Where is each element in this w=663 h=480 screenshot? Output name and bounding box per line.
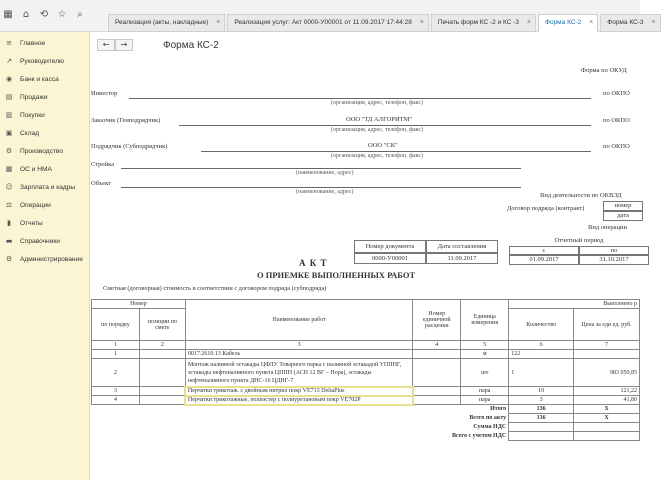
close-icon[interactable]: × [216,19,221,26]
sidebar-item-label: Зарплата и кадры [20,183,76,191]
basket-icon: ▥ [5,111,13,119]
sidebar-item-assets[interactable] [0,160,89,178]
act-total-qty: 136 [509,414,574,423]
vat-qty [509,423,574,432]
operations-icon: ⚖ [5,201,13,209]
investor-label: Инвестор [91,90,118,97]
period-from-label: с [509,246,579,255]
cell-order[interactable]: 4 [92,396,140,405]
contract-number-cell: номер [603,201,643,211]
header-number: Номер [92,300,186,309]
sidebar-item-admin[interactable] [0,250,89,268]
period-to-label: по [579,246,649,255]
sidebar-item-payroll[interactable] [0,178,89,196]
vat-row [92,423,640,432]
sidebar-item-label: Покупки [20,111,45,119]
customer-line [179,125,591,126]
operation-label: Вид операции [588,224,627,231]
sidebar-item-label: Справочники [20,237,60,245]
docnum-value: 0000-У00001 [354,253,426,264]
sidebar-item-directories[interactable] [0,232,89,250]
cell-name[interactable]: Монтаж наливной эстакады ЦФЛУ Товарного парка с наливной эстакадой УППНГ, эстакады нефтеналивного пункта ЦППН (АСН 12 ВГ – Нора), эстакады нефтеналивного пункта ДНС-16 ЦДНГ-7 [185,359,412,387]
contract-date-cell: дата [603,211,643,221]
column-number: 7 [574,341,640,350]
sidebar-item-label: Отчеты [20,219,43,227]
act-total-label: Всего по акту [469,415,507,421]
contractor-line [201,151,591,152]
people-icon: ☺ [5,183,13,191]
cell-code[interactable] [413,359,461,387]
total-x: X [574,405,640,414]
with-vat-value [574,432,640,441]
cell-price[interactable]: 121,22 [574,387,640,396]
with-vat-row [92,432,640,441]
column-number: 5 [461,341,509,350]
total-label: Итого [490,406,507,413]
sidebar-item-label: Производство [20,147,63,155]
close-icon[interactable]: × [526,19,532,26]
sidebar-item-operations[interactable] [0,196,89,214]
home-icon[interactable]: ⌂ [22,9,30,20]
cell-price[interactable]: 41,80 [574,396,640,405]
act-total-x: X [574,414,640,423]
contract-label: Договор подряда (контракт) [507,205,585,212]
header-price: Цена за еди ед. руб. [574,309,640,341]
factory-icon: ⚙ [5,147,13,155]
table-header-row [92,300,640,309]
search-icon[interactable]: ⌕ [77,9,83,20]
sidebar-item-reports[interactable] [0,214,89,232]
cell-qty[interactable]: 1 [509,359,574,387]
bank-icon: ◉ [5,75,13,83]
docnum-header: Номер документа [354,240,426,253]
with-vat-label: Всего с учетом НДС [452,433,507,439]
cell-qty[interactable]: 122 [509,350,574,359]
close-icon[interactable]: × [589,19,594,26]
object-line [121,187,521,188]
sidebar-item-purchases[interactable] [0,106,89,124]
with-vat-qty [509,432,574,441]
cell-code[interactable] [413,387,461,396]
tab-ks2[interactable] [538,14,598,32]
object-hint: (наименование, адрес) [296,189,354,195]
period-header: Отчетный период [554,237,604,244]
star-icon[interactable]: ☆ [57,9,67,20]
book-icon: ▬ [5,237,13,245]
header-order: по порядку [92,309,140,341]
sidebar-item-label: Банк и касса [20,75,59,83]
header-estimate-pos: позиции по смете [139,309,185,341]
cell-code[interactable] [413,396,461,405]
cell-name[interactable]: Перчатки трикотаж. с двойным нитрил покр VE713 DeltaPlus [185,387,412,396]
sidebar-item-label: Операции [20,201,51,209]
table-row[interactable] [92,387,640,396]
table-row[interactable] [92,359,640,387]
cell-order[interactable]: 2 [92,359,140,387]
cell-price[interactable] [574,350,640,359]
sidebar-item-warehouse[interactable] [0,124,89,142]
tab-label: Реализация (акты, накладные) [115,19,209,26]
history-icon[interactable]: ⟲ [39,9,49,20]
forward-button[interactable]: → [115,39,133,51]
column-number: 3 [185,341,412,350]
warehouse-icon: ▣ [5,129,13,137]
okved-label: Вид деятельности по ОКВЭД [540,192,622,199]
sidebar-item-main[interactable] [0,34,89,52]
okpo-label-1: по ОКПО [603,90,630,97]
cell-qty[interactable]: 3 [509,396,574,405]
cart-icon: ▤ [5,93,13,101]
contractor-label: Подрядчик (Субподрядчик) [91,143,168,150]
total-row [92,405,640,414]
act-subtitle: О ПРИЕМКЕ ВЫПОЛНЕННЫХ РАБОТ [257,270,416,280]
site-hint: (наименование, адрес) [296,170,354,176]
tab-label: Печать форм КС -2 и КС -3 [437,19,520,26]
estimate-text: Сметная (договорная) стоимость в соответствии с договором подряда (субподряда) [103,285,327,292]
sidebar-item-label: ОС и НМА [20,165,52,173]
header-unit: Единица измерения [461,300,509,341]
sidebar [0,32,90,480]
tab-label: Форма КС-2 [545,19,582,26]
sidebar-item-bank[interactable] [0,70,89,88]
docdate-header: Дата составления [426,240,498,253]
vat-label: Сумма НДС [473,424,507,430]
top-bar [0,0,656,32]
cell-pos[interactable] [139,387,185,396]
cell-order[interactable]: 1 [92,350,140,359]
tab-print-forms[interactable] [431,14,536,32]
period-from-value: 01.09.2017 [509,255,579,265]
content-area [91,33,640,480]
act-total-row [92,414,640,423]
tab-label: Форма КС-3 [607,19,644,26]
close-icon[interactable]: × [651,19,656,26]
menu-icon: ≡ [6,39,12,47]
investor-hint: (организация, адрес, телефон, факс) [331,100,424,106]
table-row[interactable] [92,350,640,359]
okpo-label-2: по ОКПО [603,117,630,124]
site-line [121,168,521,169]
back-button[interactable]: ← [97,39,115,51]
cell-price[interactable]: 983 050,85 [574,359,640,387]
cell-unit[interactable]: пара [461,396,509,405]
cell-qty[interactable]: 10 [509,387,574,396]
column-number-row [92,341,640,350]
header-done: Выполнено р [509,300,640,309]
customer-label: Заказчик (Генподрядчик) [91,117,161,124]
tab-ks3[interactable] [600,14,660,32]
sidebar-item-label: Руководителю [20,57,64,65]
header-qty: Количество [509,309,574,341]
okpo-label-3: по ОКПО [603,143,630,150]
customer-hint: (организация, адрес, телефон, факс) [331,127,424,133]
column-number: 1 [92,341,140,350]
grid-icon[interactable]: ▦ [3,9,13,20]
customer-value: ООО "ТД АЛГОРИТМ" [346,116,412,123]
chart-icon: ↗ [6,57,12,65]
tab-sales-list[interactable] [108,14,225,32]
cell-unit[interactable]: пара [461,387,509,396]
okud-label: Форма по ОКУД [581,67,627,74]
column-number: 2 [139,341,185,350]
sidebar-item-label: Главное [20,39,46,47]
tab-label: Реализация услуг: Акт 0000-У00001 от 11.09.2017 17:44:28 [234,19,412,26]
cell-pos[interactable] [139,350,185,359]
cell-code[interactable] [413,350,461,359]
sidebar-item-label: Администрирование [20,255,83,263]
tab-strip [108,14,663,32]
close-icon[interactable]: × [419,19,424,26]
investor-line [129,98,591,99]
cell-name[interactable]: Перчатки трикотажные, полиэстер с полиуретановым покр VE702P [185,396,412,405]
act-title: А К Т [299,258,328,268]
header-price-number: Номер единичной расценки [413,300,461,341]
sidebar-item-label: Склад [20,129,40,137]
assets-icon: ▦ [5,165,13,173]
column-number: 4 [413,341,461,350]
page-title: Форма КС-2 [163,40,219,51]
works-table [91,299,640,441]
vat-value [574,423,640,432]
header-name: Наименование работ [185,300,412,341]
table-row[interactable] [92,396,640,405]
site-label: Стройка [91,161,115,168]
reports-icon: ▮ [7,219,11,227]
cell-unit[interactable]: шт [461,359,509,387]
sidebar-item-production[interactable] [0,142,89,160]
toolbar-icons [2,9,86,21]
history-nav [97,39,133,51]
contractor-hint: (организация, адрес, телефон, факс) [331,153,424,159]
cell-unit[interactable]: м [461,350,509,359]
docdate-value: 11.09.2017 [426,253,498,264]
cell-pos[interactable] [139,359,185,387]
period-to-value: 31.10.2017 [579,255,649,265]
contractor-value: ООО "СК" [368,142,398,149]
sidebar-item-sales[interactable] [0,88,89,106]
column-number: 6 [509,341,574,350]
tab-service-act[interactable] [227,14,429,32]
sidebar-item-manager[interactable] [0,52,89,70]
total-qty: 136 [509,405,574,414]
gear-icon: ⚙ [5,255,13,263]
cell-name[interactable]: 0017.2610.13 Кабель [185,350,412,359]
object-label: Объект [91,180,111,187]
cell-pos[interactable] [139,396,185,405]
cell-order[interactable]: 3 [92,387,140,396]
sidebar-item-label: Продажи [20,93,48,101]
